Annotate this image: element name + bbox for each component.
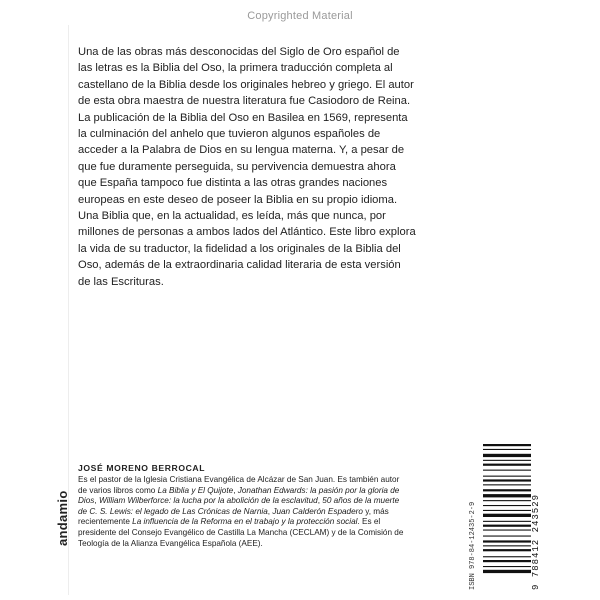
- isbn-digits: 9 788412 243529: [531, 493, 541, 590]
- bio-text: ,: [317, 496, 323, 506]
- barcode-bar: [483, 454, 531, 457]
- barcode-bar: [483, 484, 531, 485]
- author-block: [78, 463, 408, 549]
- barcode-bars: [483, 440, 531, 590]
- bio-title: Juan Calderón Espadero: [272, 506, 363, 516]
- barcode-bar: [483, 560, 531, 562]
- barcode-bar: [483, 464, 531, 466]
- bio-title: Jonathan Edwards: la pasión por la gloria de Dios: [78, 485, 400, 506]
- isbn-label: ISBN 978-84-12435-2-9: [469, 501, 477, 590]
- barcode-bar: [483, 549, 531, 551]
- bio-text: ,: [233, 485, 238, 495]
- isbn-barcode: [469, 440, 541, 590]
- barcode-bar: [483, 505, 531, 506]
- bio-title: La influencia de la Reforma en el trabajo y la protección social: [132, 517, 358, 527]
- barcode-bar: [483, 556, 531, 557]
- author-bio: [78, 475, 408, 549]
- barcode-bar: [483, 570, 531, 573]
- barcode-bar: [483, 500, 531, 501]
- barcode-bar: [483, 494, 531, 497]
- barcode-bar: [483, 489, 531, 491]
- copyright-watermark: Copyrighted Material: [247, 10, 353, 22]
- bio-text: Es el pastor de la Iglesia Cristiana Evangélica de Alcázar de San Juan. Es también autor de varios libros como: [78, 475, 400, 495]
- bio-text: ,: [94, 496, 99, 506]
- bio-title: William Wilberforce: la lucha por la abolición de la esclavitud: [98, 496, 318, 506]
- bio-title: 50 años de la muerte de C. S. Lewis: el legado de Las Crónicas de Narnia: [78, 496, 400, 516]
- publisher-logo: andamio: [55, 490, 70, 546]
- barcode-bar: [483, 476, 531, 477]
- barcode-bar: [483, 521, 531, 522]
- barcode-bar: [483, 460, 531, 461]
- barcode-bar: [483, 510, 531, 511]
- barcode-bar: [483, 566, 531, 567]
- bio-title: La Biblia y El Quijote: [157, 485, 234, 495]
- barcode-bar: [483, 540, 531, 542]
- bio-text: ,: [267, 506, 273, 516]
- barcode-bar: [483, 536, 531, 537]
- author-name: JOSÉ MORENO BERROCAL: [78, 463, 206, 473]
- bio-text: y, más recientemente: [78, 506, 389, 527]
- barcode-bar: [483, 449, 531, 450]
- barcode-bar: [483, 545, 531, 546]
- bio-text: . Es el presidente del Consejo Evangélico de Castilla La Mancha (CECLAM) y de la Comisión de Teología de la Alianza Evangélica Española (AEE).: [78, 517, 404, 548]
- barcode-bar: [483, 479, 531, 481]
- barcode-bar: [483, 530, 531, 531]
- barcode-bar: [483, 525, 531, 527]
- barcode-bar: [483, 470, 531, 471]
- barcode-bar: [483, 514, 531, 517]
- barcode-bar: [483, 444, 531, 446]
- back-cover-blurb: Una de las obras más desconocidas del Siglo de Oro español de las letras es la Biblia del Oso, la primera traducción completa al castellano de la Biblia desde los originales hebreo y griego. El autor de esta obra maestra de nuestra literatura fue Casiodoro de Reina. La publicación de la Biblia del Oso en Basilea en 1569, representa la culminación del anhelo que tuvieron algunos españoles de acceder a la Palabra de Dios en su lengua materna. Y, a pesar de que fue duramente perseguida, su pervivencia demuestra ahora que España tampoco fue distinta a las otras grandes naciones europeas en este deseo de poseer la Biblia en su propio idioma. Una Biblia que, en la actualidad, es leída, más que nunca, por millones de personas a ambos lados del Atlántico. Este libro explora la vida de su traductor, la fidelidad a los originales de la Biblia del Oso, además de la extraordinaria calidad literaria de esta versión de las Escrituras.: [78, 46, 416, 288]
